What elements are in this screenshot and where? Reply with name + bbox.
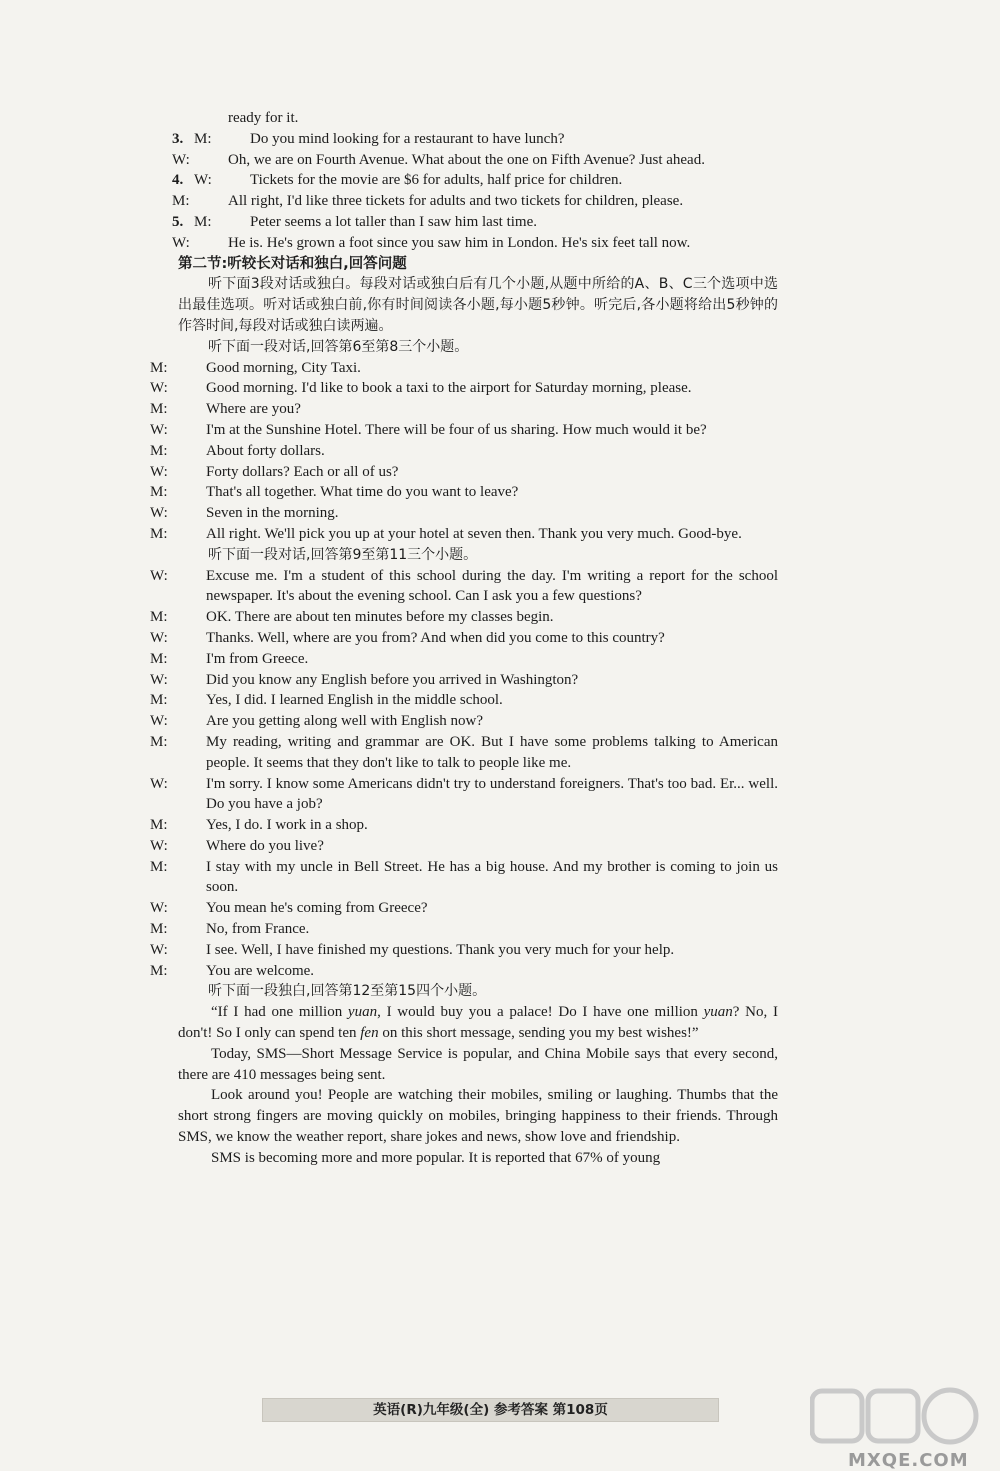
speaker-label: M: bbox=[150, 442, 168, 459]
speaker-label: M: bbox=[150, 858, 168, 875]
dialogue-text: Yes, I do. I work in a shop. bbox=[206, 817, 368, 834]
dialogue-text: Thanks. Well, where are you from? And when did you come to this country? bbox=[206, 629, 665, 646]
question-3-w: W: Oh, we are on Fourth Avenue. What about the one on Fifth Avenue? Just ahead. bbox=[172, 151, 705, 168]
dialogue-line bbox=[150, 732, 778, 774]
speaker-label: M: bbox=[150, 817, 168, 834]
dialogue-line bbox=[150, 711, 778, 732]
watermark-text: MXQE.COM bbox=[848, 1450, 969, 1471]
dialogue-line bbox=[150, 774, 778, 816]
dialogue-text: That's all together. What time do you want to leave? bbox=[206, 484, 519, 501]
dialogue-text: About forty dollars. bbox=[206, 442, 325, 459]
speaker-label: M: bbox=[150, 484, 168, 501]
dialogue-text: Where are you? bbox=[206, 401, 301, 418]
prompt-dialogue-1: 听下面一段对话,回答第6至第8三个小题。 bbox=[208, 338, 469, 355]
dialogue-line bbox=[150, 607, 778, 628]
dialogue-line bbox=[150, 961, 778, 982]
dialogue-text: I see. Well, I have finished my questions. Thank you very much for your help. bbox=[206, 941, 675, 958]
dialogue-text: Seven in the morning. bbox=[206, 505, 339, 522]
dialogue-line bbox=[150, 836, 778, 857]
speaker-label: W: bbox=[150, 629, 168, 646]
dialogue-line bbox=[150, 670, 778, 691]
dialogue-text: Did you know any English before you arrived in Washington? bbox=[206, 671, 579, 688]
dialogue-line bbox=[150, 628, 778, 649]
dialogue-text: I'm sorry. I know some Americans didn't try to understand foreigners. That's too bad. Er... well. Do you have a job? bbox=[206, 775, 778, 813]
dialogue-text: Excuse me. I'm a student of this school during the day. I'm writing a report for the school newspaper. It's about the evening school. Can I ask you a few questions? bbox=[206, 567, 778, 605]
prompt-monologue: 听下面一段独白,回答第12至第15四个小题。 bbox=[208, 983, 487, 1000]
dialogue-line bbox=[150, 378, 778, 399]
question-number: 5. bbox=[172, 213, 184, 230]
section-heading: 第二节:听较长对话和独白,回答问题 bbox=[178, 255, 407, 272]
speaker-label: M: bbox=[150, 650, 168, 667]
dialogue-line bbox=[150, 524, 778, 545]
dialogue-text: Good morning. I'd like to book a taxi to the airport for Saturday morning, please. bbox=[206, 380, 692, 397]
speaker-label: W: bbox=[150, 463, 168, 480]
speaker-label: W: bbox=[150, 505, 168, 522]
question-4-m: M: All right, I'd like three tickets for adults and two tickets for children, please. bbox=[172, 193, 684, 210]
dialogue-line bbox=[150, 940, 778, 961]
speaker-label: M: bbox=[150, 609, 168, 626]
question-3-m: 3. M: Do you mind looking for a restaurant to have lunch? bbox=[178, 129, 778, 150]
dialogue-line bbox=[150, 898, 778, 919]
speaker-label: W: bbox=[150, 775, 168, 792]
speaker-label: W: bbox=[150, 713, 168, 730]
dialogue-line bbox=[150, 690, 778, 711]
text-line: ready for it. bbox=[228, 110, 299, 126]
dialogue-line bbox=[150, 482, 778, 503]
monologue-paragraph: Today, SMS—Short Message Service is popular, and China Mobile says that every second, there are 410 messages being sent. bbox=[178, 1045, 778, 1083]
speaker-label: M: bbox=[150, 962, 168, 979]
dialogue-text: Yes, I did. I learned English in the middle school. bbox=[206, 692, 503, 709]
question-5-w: W: He is. He's grown a foot since you saw him in London. He's six feet tall now. bbox=[172, 234, 691, 251]
answer-page bbox=[150, 108, 778, 1169]
dialogue-text: Are you getting along well with English now? bbox=[206, 713, 484, 730]
dialogue-text: Where do you live? bbox=[206, 837, 324, 854]
prompt-dialogue-2: 听下面一段对话,回答第9至第11三个小题。 bbox=[208, 546, 478, 563]
dialogue-1 bbox=[150, 358, 778, 545]
speaker-label: W: bbox=[150, 380, 168, 397]
dialogue-text: You mean he's coming from Greece? bbox=[206, 900, 428, 917]
speaker-label: M: bbox=[150, 692, 168, 709]
monologue-paragraph: SMS is becoming more and more popular. It is reported that 67% of young bbox=[211, 1149, 661, 1166]
speaker-label: W: bbox=[150, 837, 168, 854]
dialogue-text: I'm at the Sunshine Hotel. There will be four of us sharing. How much would it be? bbox=[206, 421, 707, 438]
question-5-m: 5. M: Peter seems a lot taller than I saw him last time. bbox=[178, 212, 778, 233]
question-number: 3. bbox=[172, 130, 184, 147]
page-footer: 英语(R)九年级(全) 参考答案 第108页 bbox=[262, 1398, 719, 1422]
monologue-paragraph: “If I had one million yuan, I would buy you a palace! Do I have one million yuan? No, I don't! So I only can spend ten fen on this short message, sending you my best wishes!” bbox=[178, 1004, 778, 1042]
dialogue-text: My reading, writing and grammar are OK. But I have some problems talking to American people. It seems that they don't like to talk to people like me. bbox=[206, 733, 778, 771]
dialogue-line bbox=[150, 358, 778, 379]
dialogue-text: Forty dollars? Each or all of us? bbox=[206, 463, 399, 480]
question-number: 4. bbox=[172, 172, 184, 189]
dialogue-2 bbox=[150, 566, 778, 982]
dialogue-line bbox=[150, 566, 778, 608]
monologue-paragraph: Look around you! People are watching their mobiles, smiling or laughing. Thumbs that the short strong fingers are moving quickly on mobiles, bringing happiness to their friends. Through SMS, we know the weather report, share jokes and news, show love and friendship. bbox=[178, 1087, 778, 1146]
speaker-label: M: bbox=[150, 401, 168, 418]
speaker-label: M: bbox=[150, 525, 168, 542]
speaker-label: W: bbox=[150, 671, 168, 688]
dialogue-text: Good morning, City Taxi. bbox=[206, 359, 361, 376]
dialogue-line bbox=[150, 857, 778, 899]
dialogue-line bbox=[150, 420, 778, 441]
dialogue-line bbox=[150, 462, 778, 483]
speaker-label: M: bbox=[150, 733, 168, 750]
speaker-label: W: bbox=[150, 567, 168, 584]
dialogue-text: OK. There are about ten minutes before my classes begin. bbox=[206, 609, 554, 626]
dialogue-line bbox=[150, 399, 778, 420]
dialogue-line bbox=[150, 503, 778, 524]
dialogue-text: No, from France. bbox=[206, 921, 310, 938]
dialogue-line bbox=[150, 815, 778, 836]
dialogue-text: All right. We'll pick you up at your hotel at seven then. Thank you very much. Good-bye. bbox=[206, 525, 742, 542]
dialogue-line bbox=[150, 649, 778, 670]
dialogue-line bbox=[150, 441, 778, 462]
speaker-label: W: bbox=[150, 421, 168, 438]
question-4-w: 4. W: Tickets for the movie are $6 for adults, half price for children. bbox=[178, 170, 778, 191]
dialogue-text: I'm from Greece. bbox=[206, 650, 309, 667]
dialogue-text: I stay with my uncle in Bell Street. He has a big house. And my brother is coming to join us soon. bbox=[206, 858, 778, 896]
dialogue-line bbox=[150, 919, 778, 940]
speaker-label: W: bbox=[150, 941, 168, 958]
speaker-label: M: bbox=[150, 921, 168, 938]
speaker-label: M: bbox=[150, 359, 168, 376]
instruction: 听下面3段对话或独白。每段对话或独白后有几个小题,从题中所给的A、B、C三个选项中选出最佳选项。听对话或独白前,你有时间阅读各小题,每小题5秒钟。听完后,各小题将给出5秒钟的作答时间,每段对话或独白读两遍。 bbox=[178, 276, 778, 334]
speaker-label: W: bbox=[150, 900, 168, 917]
dialogue-text: You are welcome. bbox=[206, 962, 315, 979]
